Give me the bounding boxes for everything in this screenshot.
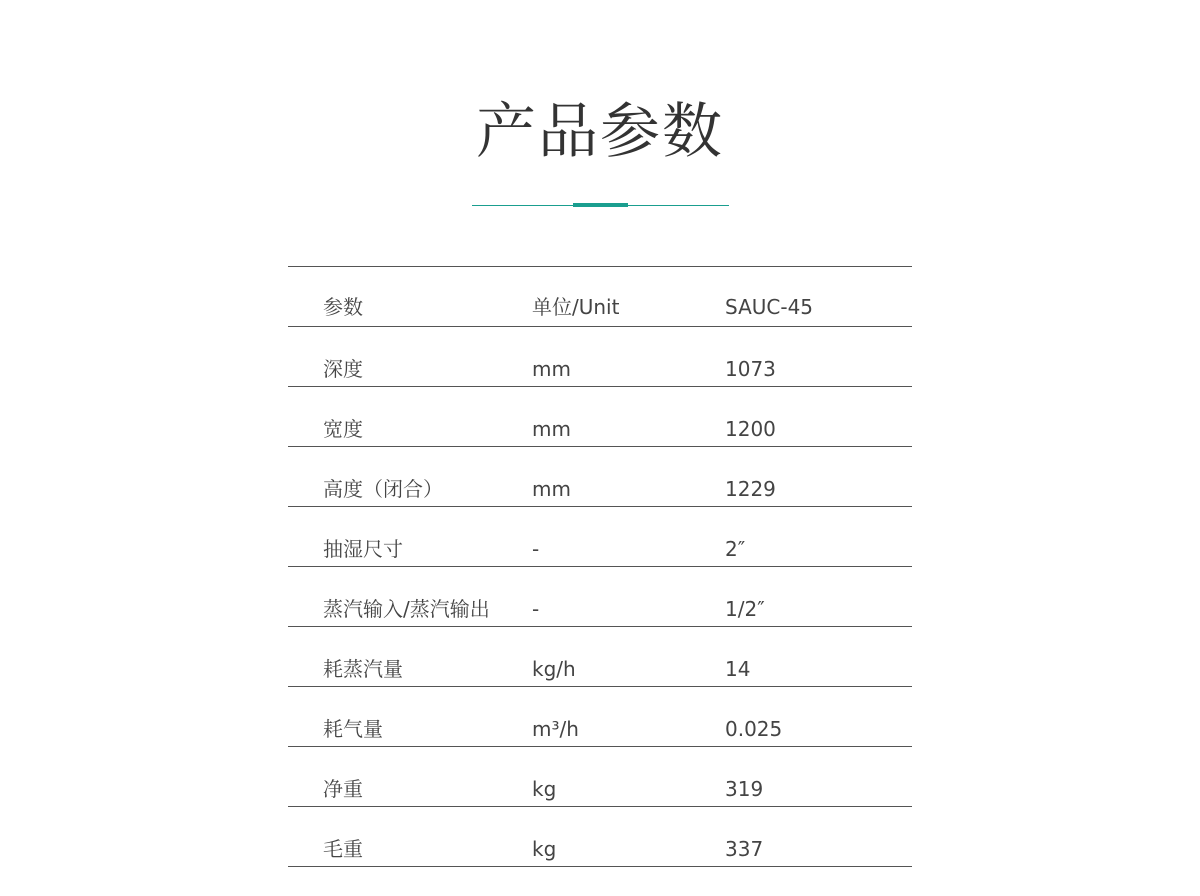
table-row bbox=[288, 747, 912, 807]
table-row bbox=[288, 687, 912, 747]
table-row bbox=[288, 507, 912, 567]
table-row bbox=[288, 627, 912, 687]
value-cell: 1229 bbox=[725, 477, 776, 501]
unit-cell: mm bbox=[532, 417, 571, 441]
value-cell: 1200 bbox=[725, 417, 776, 441]
column-header-unit: 单位/Unit bbox=[532, 295, 620, 319]
unit-cell: kg/h bbox=[532, 657, 576, 681]
table-header-row bbox=[288, 267, 912, 327]
unit-cell: kg bbox=[532, 777, 557, 801]
column-header-param: 参数 bbox=[323, 295, 363, 319]
param-cell: 净重 bbox=[323, 777, 363, 801]
unit-cell: mm bbox=[532, 357, 571, 381]
param-cell: 抽湿尺寸 bbox=[323, 537, 403, 561]
value-cell: 1/2″ bbox=[725, 597, 765, 621]
table-row bbox=[288, 807, 912, 867]
param-cell: 耗气量 bbox=[323, 717, 383, 741]
value-cell: 319 bbox=[725, 777, 764, 801]
title-divider bbox=[472, 205, 729, 206]
unit-cell: kg bbox=[532, 837, 557, 861]
spec-table bbox=[288, 266, 912, 867]
value-cell: 0.025 bbox=[725, 717, 783, 741]
table-row bbox=[288, 327, 912, 387]
table-row bbox=[288, 567, 912, 627]
value-cell: 337 bbox=[725, 837, 764, 861]
unit-cell: mm bbox=[532, 477, 571, 501]
unit-cell: - bbox=[532, 537, 540, 561]
unit-cell: - bbox=[532, 597, 540, 621]
table-row bbox=[288, 447, 912, 507]
value-cell: 2″ bbox=[725, 537, 746, 561]
param-cell: 毛重 bbox=[323, 837, 363, 861]
unit-cell: m³/h bbox=[532, 717, 579, 741]
param-cell: 宽度 bbox=[323, 417, 363, 441]
value-cell: 14 bbox=[725, 657, 751, 681]
divider-accent bbox=[573, 203, 628, 207]
column-header-model: SAUC-45 bbox=[725, 295, 814, 319]
param-cell: 高度（闭合） bbox=[323, 477, 443, 501]
value-cell: 1073 bbox=[725, 357, 776, 381]
table-row bbox=[288, 387, 912, 447]
page-title: 产品参数 bbox=[476, 97, 724, 167]
param-cell: 蒸汽输入/蒸汽输出 bbox=[323, 597, 490, 621]
param-cell: 耗蒸汽量 bbox=[323, 657, 403, 681]
param-cell: 深度 bbox=[323, 357, 363, 381]
